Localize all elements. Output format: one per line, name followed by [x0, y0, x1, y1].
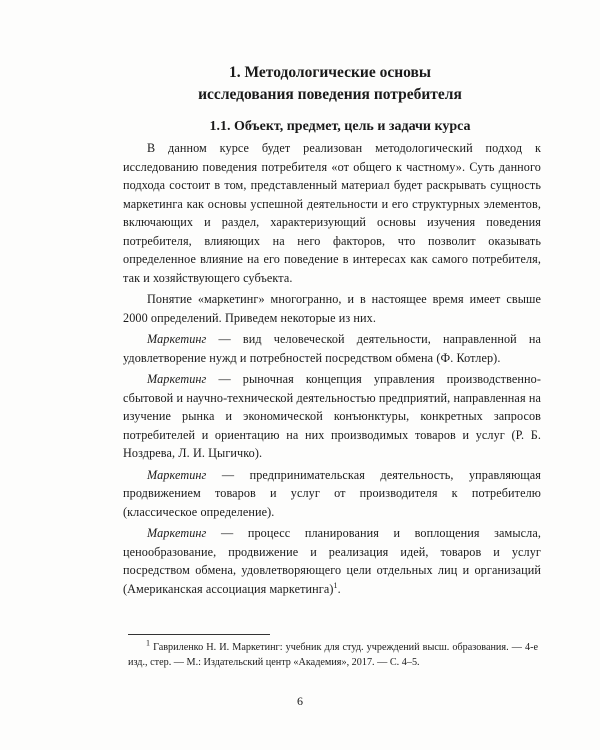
- definition-3: [123, 466, 541, 522]
- definition-term: Маркетинг: [147, 332, 207, 346]
- footnote-ref[interactable]: 1: [333, 580, 338, 590]
- definition-term: Маркетинг: [147, 467, 207, 482]
- definition-1: [123, 330, 541, 367]
- definition-2: [123, 370, 541, 463]
- definition-text: — предпринимательская деятельность, управляющая продвижением товаров и услуг от производителя к потребителю (классическое определение).: [123, 467, 541, 519]
- footnote-marker: 1: [146, 638, 150, 648]
- definition-end: .: [337, 581, 341, 596]
- definition-text: — вид человеческой деятельности, направленной на удовлетворение нужд и потребностей посредством обмена (Ф. Котлер).: [123, 332, 541, 365]
- definition-term: Маркетинг: [147, 372, 207, 386]
- footnote-divider: [128, 634, 270, 635]
- paragraph-intro: В данном курсе будет реализован методологический подход к исследованию поведения потребителя «от общего к частному». Суть данного подхода состоит в том, представленный материал будет раскрывать сущность маркетинга как основы успешной деятельности и его структурных элементов, включающих и раздел, характеризующий основы изучения поведения потребителя, влияющих на него факторов, что позволит оказывать определенное влияние на его поведение в интересах как самого потребителя, так и хозяйствующего субъекта.: [123, 141, 541, 285]
- body-text: [123, 139, 541, 601]
- definition-text: — рыночная концепция управления производственно-сбытовой и научно-технической деятельностью предприятий, направленная на изучение рынка и экономической конъюнктуры, конкретных запросов потребителей и ориентацию на них производимых товаров и услуг (Р. Б. Ноздрева, Л. И. Цыгичко).: [123, 372, 541, 460]
- definition-term: Маркетинг: [147, 526, 207, 540]
- page-number: 6: [297, 694, 303, 708]
- paragraph-definitions-intro: Понятие «маркетинг» многогранно, и в настоящее время имеет свыше 2000 определений. Приведем некоторые из них.: [123, 292, 541, 325]
- definition-4: [123, 524, 541, 598]
- definition-text: — процесс планирования и воплощения замысла, ценообразование, продвижение и реализация идей, товаров и услуг посредством обмена, удовлетворяющего цели отдельных лиц и организаций (Американская ассоциация маркетинга): [123, 526, 541, 596]
- chapter-title: [120, 62, 540, 106]
- chapter-title-line2: исследования поведения потребителя: [198, 86, 462, 103]
- footnote: [128, 640, 538, 670]
- footnote-text: Гавриленко Н. И. Маркетинг: учебник для студ. учреждений высш. образования. — 4-е изд., стер. — М.: Издательский центр «Академия», 2017. — С. 4–5.: [128, 642, 538, 668]
- section-title: 1.1. Объект, предмет, цель и задачи курса: [209, 119, 471, 134]
- chapter-title-line1: 1. Методологические основы: [228, 64, 432, 81]
